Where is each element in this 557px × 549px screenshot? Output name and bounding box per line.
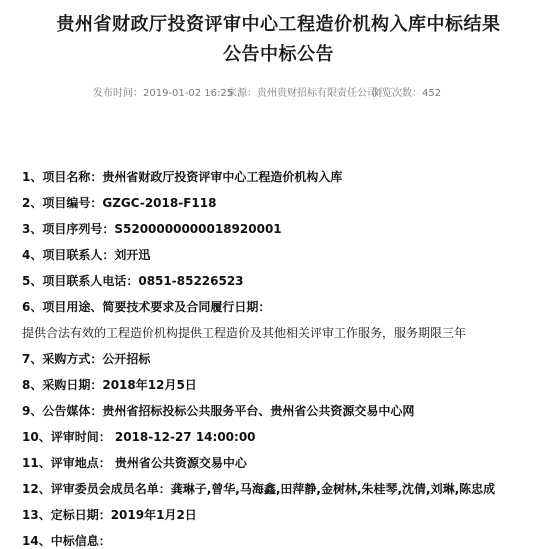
- item-text: 项目联系人电话：0851-85226523: [42, 274, 244, 288]
- item-number: 12、: [22, 482, 51, 496]
- item-text: 项目用途、简要技术要求及合同履行日期：: [42, 300, 271, 314]
- list-item: [22, 350, 150, 367]
- item-text: 评审时间： 2018-12-27 14:00:00: [50, 430, 256, 444]
- list-item: [22, 168, 342, 185]
- list-item-continuation: [22, 324, 466, 341]
- item-number: 1、: [22, 170, 43, 184]
- item-number: 8、: [22, 378, 43, 392]
- item-text: 采购日期：2018年12月5日: [42, 378, 197, 392]
- item-text: 提供合法有效的工程造价机构提供工程造价及其他相关评审工作服务，服务期限三年: [22, 326, 467, 340]
- source: 来源：贵州贵财招标有限责任公司: [227, 88, 377, 99]
- item-number: 10、: [22, 430, 51, 444]
- item-number: 2、: [22, 196, 43, 210]
- item-text: 项目联系人：刘开迅: [42, 248, 151, 262]
- item-number: 13、: [22, 508, 51, 522]
- list-item: [22, 194, 216, 211]
- item-text: 项目序列号：S5200000000018920001: [42, 222, 282, 236]
- item-number: 6、: [22, 300, 43, 314]
- item-text: 公告媒体：贵州省招标投标公共服务平台、贵州省公共资源交易中心网: [42, 404, 415, 418]
- item-number: 11、: [22, 456, 51, 470]
- item-text: 评审委员会成员名单：龚琳子,曾华,马海鑫,田萍静,金树林,朱桂琴,沈倩,刘琳,陈忠成: [50, 482, 496, 496]
- item-number: 3、: [22, 222, 43, 236]
- item-text: 定标日期：2019年1月2日: [50, 508, 197, 522]
- item-text: 评审地点： 贵州省公共资源交易中心: [50, 456, 247, 470]
- title-line-1: 贵州省财政厅投资评审中心工程造价机构入库中标结果: [56, 14, 501, 35]
- list-item: [22, 298, 270, 315]
- view-count: 浏览次数：452: [372, 88, 442, 99]
- list-item: [22, 428, 256, 445]
- item-number: 4、: [22, 248, 43, 262]
- list-item: [22, 532, 111, 549]
- item-number: 5、: [22, 274, 43, 288]
- item-text: 项目名称：贵州省财政厅投资评审中心工程造价机构入库: [42, 170, 343, 184]
- list-item: [22, 480, 495, 497]
- item-text: 中标信息：: [50, 534, 111, 548]
- list-item: [22, 246, 150, 263]
- item-number: 14、: [22, 534, 51, 548]
- list-item: [22, 454, 247, 471]
- list-item: [22, 220, 282, 237]
- list-item: [22, 376, 197, 393]
- item-text: 采购方式：公开招标: [42, 352, 151, 366]
- item-number: 7、: [22, 352, 43, 366]
- publish-time: 发布时间：2019-01-02 16:25: [93, 88, 234, 99]
- list-item: [22, 402, 414, 419]
- item-text: 项目编号：GZGC-2018-F118: [42, 196, 217, 210]
- list-item: [22, 506, 197, 523]
- item-number: 9、: [22, 404, 43, 418]
- list-item: [22, 272, 244, 289]
- title-line-2: 公告中标公告: [223, 44, 334, 65]
